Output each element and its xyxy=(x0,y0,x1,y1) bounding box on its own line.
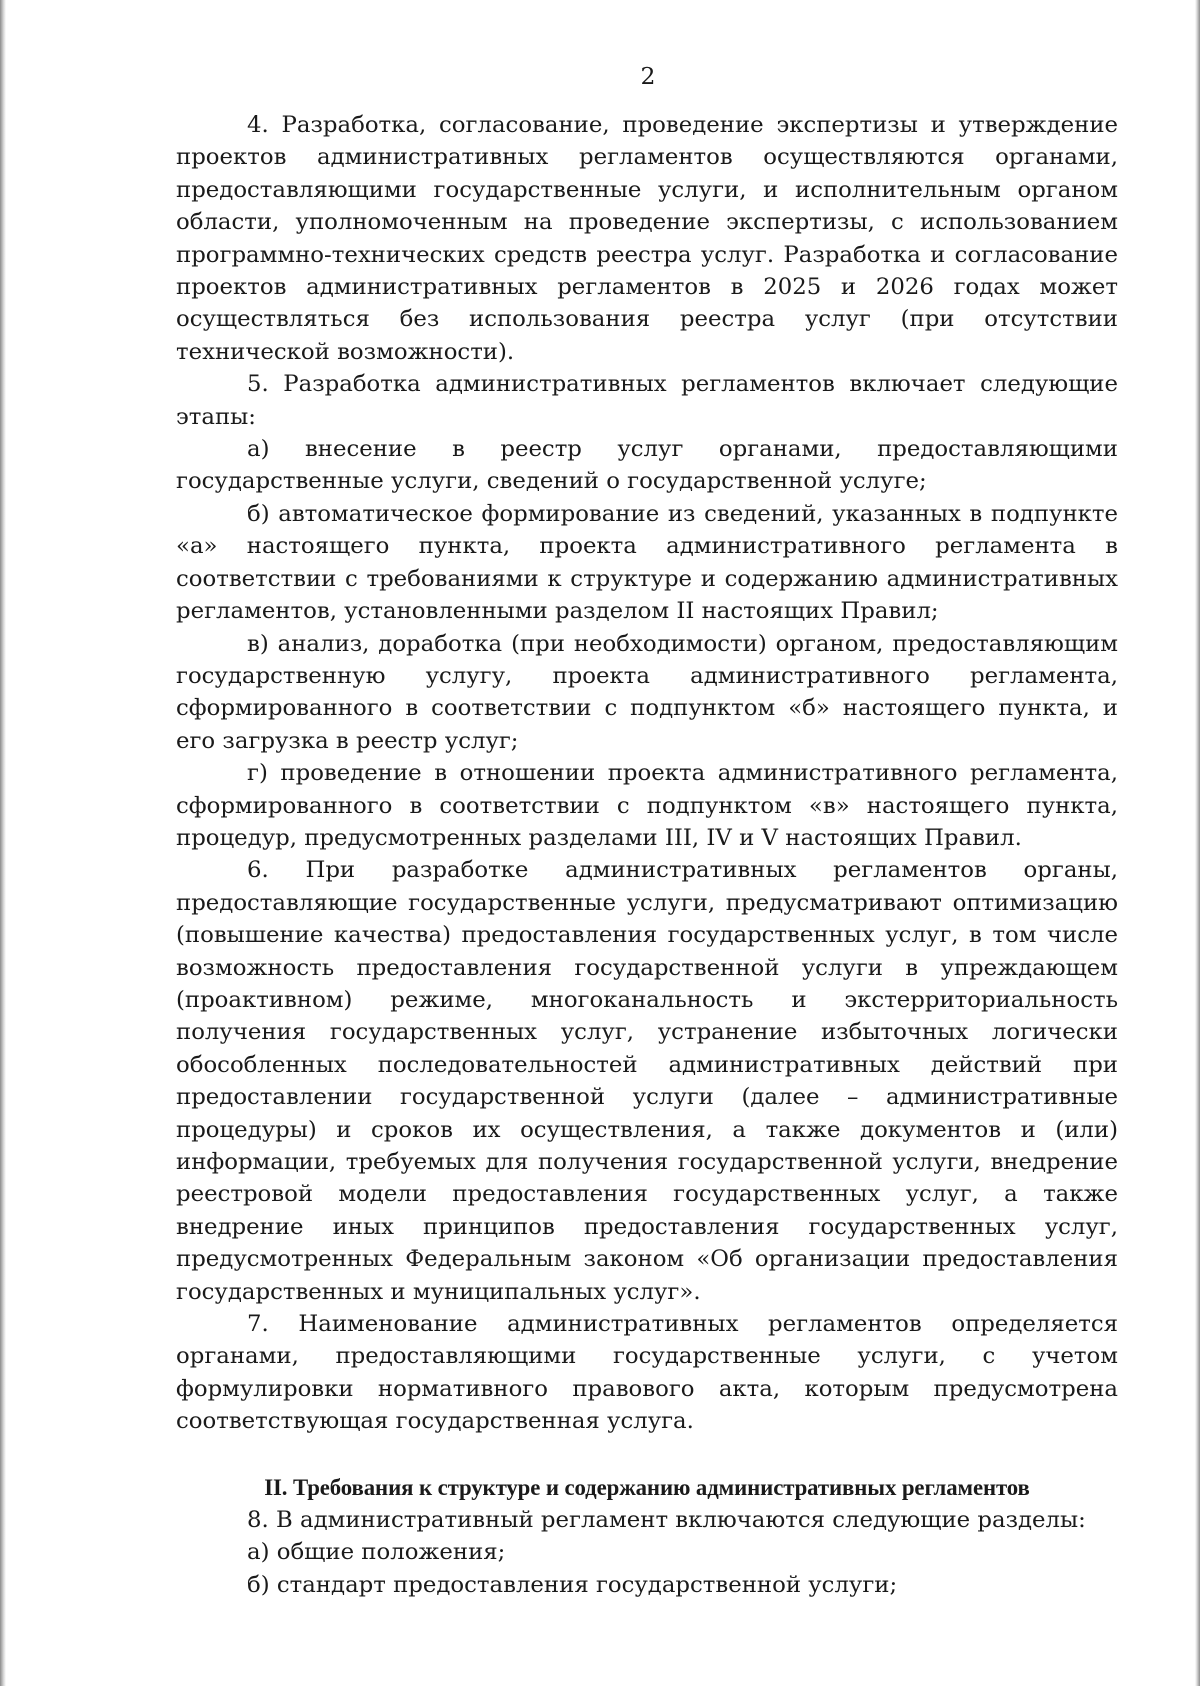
subitem-5g: г) проведение в отношении проекта административного регламента, сформированного в соответствии с подпунктом «в» настоящего пункта, процедур, предусмотренных разделами III, IV и V настоящих Правил. xyxy=(176,760,1118,851)
subitem-8a: а) общие положения; xyxy=(247,1539,506,1566)
scan-edge-right xyxy=(1195,0,1200,1686)
subitem-5v: в) анализ, доработка (при необходимости) органом, предоставляющим государственную услугу, проекта административного регламента, сформированного в соответствии с подпунктом «б» настоящего пункта, и его загрузка в реестр услуг; xyxy=(176,630,1118,754)
paragraph-6: 6. При разработке административных регламентов органы, предоставляющие государственные услуги, предусматривают оптимизацию (повышение качества) предоставления государственных услуг, в том числе возможность предоставления государственной услуги в упреждающем (проактивном) режиме, многоканальность и экстерриториальность получения государственных услуг, устранение избыточных логически обособленных последовательностей административных действий при предоставлении государственной услуги (далее – административные процедуры) и сроков их осуществления, а также документов и (или) информации, требуемых для получения государственной услуги, внедрение реестровой модели предоставления государственных услуг, а также внедрение иных принципов предоставления государственных услуг, предусмотренных Федеральным законом «Об организации предоставления государственных и муниципальных услуг». xyxy=(176,857,1118,1305)
section-heading: II. Требования к структуре и содержанию административных регламентов xyxy=(264,1474,1030,1500)
subitem-8b: б) стандарт предоставления государственной услуги; xyxy=(247,1571,898,1598)
paragraph-7: 7. Наименование административных регламентов определяется органами, предоставляющими государственные услуги, с учетом формулировки нормативного правового акта, которым предусмотрена соответствующая государственная услуга. xyxy=(176,1311,1118,1435)
paragraph-5: 5. Разработка административных регламентов включает следующие этапы: xyxy=(176,371,1118,430)
document-body xyxy=(176,109,1118,1601)
subitem-5b: б) автоматическое формирование из сведений, указанных в подпункте «а» настоящего пункта, проекта административного регламента в соответствии с требованиями к структуре и содержанию административных регламентов, установленными разделом II настоящих Правил; xyxy=(176,500,1118,625)
subitem-5a: а) внесение в реестр услуг органами, предоставляющими государственные услуги, сведений о государственной услуге; xyxy=(176,436,1118,495)
page-number: 2 xyxy=(640,62,656,90)
scan-edge-left xyxy=(0,0,6,1686)
paragraph-4: 4. Разработка, согласование, проведение экспертизы и утверждение проектов административных регламентов осуществляются органами, предоставляющими государственные услуги, и исполнительным органом области, уполномоченным на проведение экспертизы, с использованием программно-технических средств реестра услуг. Разработка и согласование проектов административных регламентов в 2025 и 2026 годах может осуществляться без использования реестра услуг (при отсутствии технической возможности). xyxy=(176,112,1118,365)
paragraph-8: 8. В административный регламент включаются следующие разделы: xyxy=(247,1507,1086,1534)
